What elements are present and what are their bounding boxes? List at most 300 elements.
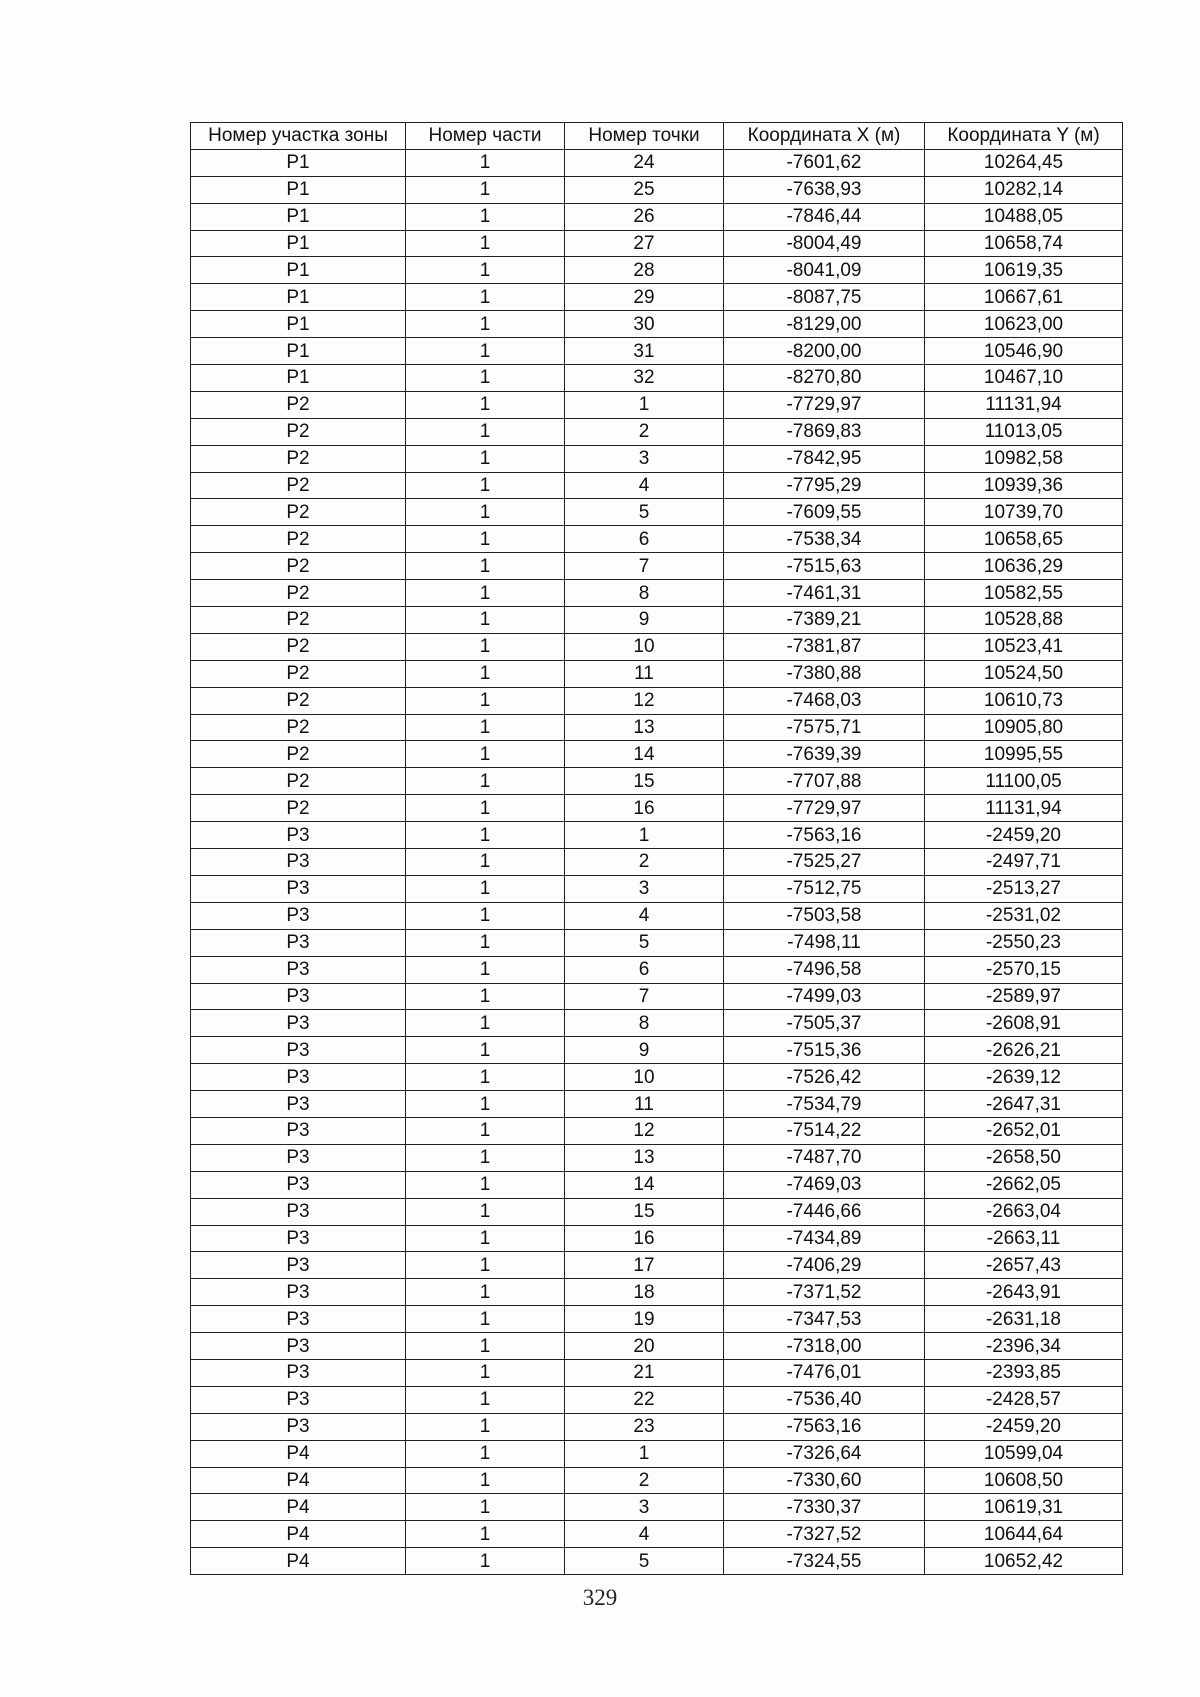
cell-zone-section: P1 <box>191 284 406 311</box>
cell-part-number: 1 <box>406 1252 565 1279</box>
table-row <box>191 284 1123 311</box>
cell-coordinate-y: -2459,20 <box>925 822 1123 849</box>
cell-point-number: 11 <box>565 1091 724 1118</box>
table-row <box>191 1521 1123 1548</box>
cell-zone-section: P4 <box>191 1494 406 1521</box>
cell-coordinate-x: -7707,88 <box>724 768 925 795</box>
cell-part-number: 1 <box>406 365 565 392</box>
cell-coordinate-y: 10644,64 <box>925 1521 1123 1548</box>
cell-part-number: 1 <box>406 741 565 768</box>
cell-coordinate-x: -7526,42 <box>724 1064 925 1091</box>
cell-part-number: 1 <box>406 580 565 607</box>
cell-coordinate-x: -7461,31 <box>724 580 925 607</box>
table-row <box>191 687 1123 714</box>
cell-coordinate-x: -7842,95 <box>724 445 925 472</box>
cell-part-number: 1 <box>406 1333 565 1360</box>
cell-coordinate-x: -7434,89 <box>724 1225 925 1252</box>
cell-zone-section: P3 <box>191 1037 406 1064</box>
cell-zone-section: P3 <box>191 1198 406 1225</box>
cell-zone-section: P3 <box>191 983 406 1010</box>
header-coordinate-x: Координата X (м) <box>724 123 925 150</box>
cell-point-number: 19 <box>565 1306 724 1333</box>
table-row <box>191 338 1123 365</box>
cell-coordinate-y: 11131,94 <box>925 391 1123 418</box>
cell-coordinate-x: -7795,29 <box>724 472 925 499</box>
cell-zone-section: P2 <box>191 445 406 472</box>
cell-zone-section: P4 <box>191 1467 406 1494</box>
cell-part-number: 1 <box>406 929 565 956</box>
cell-zone-section: P4 <box>191 1521 406 1548</box>
cell-point-number: 3 <box>565 1494 724 1521</box>
cell-zone-section: P3 <box>191 875 406 902</box>
cell-coordinate-y: 10995,55 <box>925 741 1123 768</box>
cell-part-number: 1 <box>406 1091 565 1118</box>
cell-coordinate-y: -2459,20 <box>925 1413 1123 1440</box>
cell-coordinate-y: 10619,31 <box>925 1494 1123 1521</box>
cell-coordinate-y: -2631,18 <box>925 1306 1123 1333</box>
cell-part-number: 1 <box>406 472 565 499</box>
cell-part-number: 1 <box>406 1306 565 1333</box>
cell-zone-section: P3 <box>191 1413 406 1440</box>
cell-coordinate-x: -7318,00 <box>724 1333 925 1360</box>
cell-zone-section: P2 <box>191 741 406 768</box>
cell-part-number: 1 <box>406 983 565 1010</box>
cell-part-number: 1 <box>406 1171 565 1198</box>
cell-coordinate-x: -7498,11 <box>724 929 925 956</box>
cell-point-number: 9 <box>565 607 724 634</box>
cell-part-number: 1 <box>406 230 565 257</box>
table-header-row <box>191 123 1123 150</box>
cell-zone-section: P1 <box>191 338 406 365</box>
cell-part-number: 1 <box>406 553 565 580</box>
table-row <box>191 1467 1123 1494</box>
cell-coordinate-x: -7496,58 <box>724 956 925 983</box>
cell-coordinate-x: -8041,09 <box>724 257 925 284</box>
cell-part-number: 1 <box>406 1521 565 1548</box>
cell-part-number: 1 <box>406 849 565 876</box>
cell-coordinate-x: -7601,62 <box>724 149 925 176</box>
table-row <box>191 741 1123 768</box>
cell-point-number: 15 <box>565 768 724 795</box>
table-row <box>191 714 1123 741</box>
cell-coordinate-x: -7503,58 <box>724 902 925 929</box>
cell-zone-section: P1 <box>191 203 406 230</box>
cell-coordinate-y: -2589,97 <box>925 983 1123 1010</box>
cell-coordinate-y: -2531,02 <box>925 902 1123 929</box>
table-row <box>191 418 1123 445</box>
table-row <box>191 1386 1123 1413</box>
cell-part-number: 1 <box>406 1117 565 1144</box>
cell-coordinate-x: -7499,03 <box>724 983 925 1010</box>
cell-coordinate-y: 10488,05 <box>925 203 1123 230</box>
cell-coordinate-y: 10652,42 <box>925 1548 1123 1575</box>
cell-point-number: 20 <box>565 1333 724 1360</box>
table-row <box>191 956 1123 983</box>
table-row <box>191 1252 1123 1279</box>
cell-coordinate-y: -2513,27 <box>925 875 1123 902</box>
table-row <box>191 633 1123 660</box>
cell-coordinate-x: -7468,03 <box>724 687 925 714</box>
cell-coordinate-x: -8270,80 <box>724 365 925 392</box>
cell-coordinate-y: 10467,10 <box>925 365 1123 392</box>
cell-coordinate-x: -8200,00 <box>724 338 925 365</box>
cell-point-number: 14 <box>565 741 724 768</box>
table-row <box>191 1037 1123 1064</box>
cell-part-number: 1 <box>406 1359 565 1386</box>
cell-zone-section: P3 <box>191 1306 406 1333</box>
cell-coordinate-x: -7380,88 <box>724 660 925 687</box>
cell-part-number: 1 <box>406 1548 565 1575</box>
cell-coordinate-x: -7406,29 <box>724 1252 925 1279</box>
cell-coordinate-x: -7536,40 <box>724 1386 925 1413</box>
table-row <box>191 1010 1123 1037</box>
cell-part-number: 1 <box>406 795 565 822</box>
cell-zone-section: P3 <box>191 956 406 983</box>
cell-zone-section: P2 <box>191 660 406 687</box>
cell-coordinate-y: -2662,05 <box>925 1171 1123 1198</box>
table-row <box>191 176 1123 203</box>
cell-coordinate-x: -7638,93 <box>724 176 925 203</box>
cell-point-number: 10 <box>565 1064 724 1091</box>
cell-coordinate-y: 11013,05 <box>925 418 1123 445</box>
cell-part-number: 1 <box>406 687 565 714</box>
table-row <box>191 203 1123 230</box>
table-row <box>191 391 1123 418</box>
cell-zone-section: P3 <box>191 849 406 876</box>
cell-part-number: 1 <box>406 822 565 849</box>
cell-zone-section: P3 <box>191 1171 406 1198</box>
cell-coordinate-y: -2393,85 <box>925 1359 1123 1386</box>
cell-point-number: 3 <box>565 445 724 472</box>
cell-point-number: 32 <box>565 365 724 392</box>
cell-coordinate-y: -2652,01 <box>925 1117 1123 1144</box>
table-row <box>191 1064 1123 1091</box>
cell-part-number: 1 <box>406 768 565 795</box>
cell-part-number: 1 <box>406 257 565 284</box>
table-row <box>191 472 1123 499</box>
cell-point-number: 26 <box>565 203 724 230</box>
cell-zone-section: P3 <box>191 929 406 956</box>
cell-point-number: 13 <box>565 1144 724 1171</box>
cell-zone-section: P1 <box>191 365 406 392</box>
cell-coordinate-x: -7639,39 <box>724 741 925 768</box>
cell-point-number: 17 <box>565 1252 724 1279</box>
cell-point-number: 15 <box>565 1198 724 1225</box>
cell-point-number: 5 <box>565 1548 724 1575</box>
cell-coordinate-x: -7327,52 <box>724 1521 925 1548</box>
cell-coordinate-y: -2396,34 <box>925 1333 1123 1360</box>
cell-part-number: 1 <box>406 391 565 418</box>
table-row <box>191 526 1123 553</box>
cell-point-number: 12 <box>565 1117 724 1144</box>
cell-coordinate-x: -7330,60 <box>724 1467 925 1494</box>
header-zone-section: Номер участка зоны <box>191 123 406 150</box>
cell-part-number: 1 <box>406 284 565 311</box>
cell-coordinate-y: -2428,57 <box>925 1386 1123 1413</box>
cell-zone-section: P3 <box>191 1091 406 1118</box>
header-part-number: Номер части <box>406 123 565 150</box>
cell-coordinate-x: -7514,22 <box>724 1117 925 1144</box>
cell-zone-section: P3 <box>191 1279 406 1306</box>
cell-point-number: 28 <box>565 257 724 284</box>
cell-zone-section: P1 <box>191 311 406 338</box>
cell-point-number: 2 <box>565 418 724 445</box>
cell-part-number: 1 <box>406 1386 565 1413</box>
cell-coordinate-x: -7729,97 <box>724 391 925 418</box>
cell-coordinate-y: 11131,94 <box>925 795 1123 822</box>
cell-coordinate-y: -2658,50 <box>925 1144 1123 1171</box>
cell-coordinate-x: -7371,52 <box>724 1279 925 1306</box>
cell-coordinate-x: -7324,55 <box>724 1548 925 1575</box>
table-row <box>191 1117 1123 1144</box>
page-number: 329 <box>582 1585 618 1610</box>
header-coordinate-y: Координата Y (м) <box>925 123 1123 150</box>
cell-zone-section: P3 <box>191 1225 406 1252</box>
cell-coordinate-x: -7476,01 <box>724 1359 925 1386</box>
cell-coordinate-x: -7525,27 <box>724 849 925 876</box>
cell-point-number: 4 <box>565 902 724 929</box>
cell-point-number: 2 <box>565 1467 724 1494</box>
cell-coordinate-y: 10282,14 <box>925 176 1123 203</box>
table-row <box>191 1225 1123 1252</box>
table-row <box>191 1198 1123 1225</box>
cell-point-number: 9 <box>565 1037 724 1064</box>
cell-zone-section: P3 <box>191 902 406 929</box>
cell-point-number: 8 <box>565 1010 724 1037</box>
cell-coordinate-x: -7869,83 <box>724 418 925 445</box>
cell-coordinate-y: 10905,80 <box>925 714 1123 741</box>
cell-zone-section: P2 <box>191 687 406 714</box>
cell-point-number: 13 <box>565 714 724 741</box>
cell-part-number: 1 <box>406 956 565 983</box>
cell-part-number: 1 <box>406 499 565 526</box>
cell-coordinate-x: -7563,16 <box>724 1413 925 1440</box>
cell-coordinate-y: -2657,43 <box>925 1252 1123 1279</box>
cell-coordinate-x: -8004,49 <box>724 230 925 257</box>
header-point-number: Номер точки <box>565 123 724 150</box>
cell-coordinate-y: 10582,55 <box>925 580 1123 607</box>
cell-coordinate-y: -2639,12 <box>925 1064 1123 1091</box>
cell-part-number: 1 <box>406 875 565 902</box>
table-row <box>191 365 1123 392</box>
cell-part-number: 1 <box>406 902 565 929</box>
cell-point-number: 6 <box>565 956 724 983</box>
cell-zone-section: P1 <box>191 176 406 203</box>
cell-coordinate-y: -2663,04 <box>925 1198 1123 1225</box>
cell-zone-section: P3 <box>191 822 406 849</box>
cell-coordinate-y: 10610,73 <box>925 687 1123 714</box>
cell-point-number: 21 <box>565 1359 724 1386</box>
cell-part-number: 1 <box>406 418 565 445</box>
cell-point-number: 1 <box>565 1440 724 1467</box>
cell-coordinate-y: -2608,91 <box>925 1010 1123 1037</box>
cell-coordinate-y: -2643,91 <box>925 1279 1123 1306</box>
cell-point-number: 27 <box>565 230 724 257</box>
cell-coordinate-y: -2663,11 <box>925 1225 1123 1252</box>
cell-coordinate-y: 10623,00 <box>925 311 1123 338</box>
cell-part-number: 1 <box>406 1198 565 1225</box>
cell-part-number: 1 <box>406 1037 565 1064</box>
cell-part-number: 1 <box>406 338 565 365</box>
cell-part-number: 1 <box>406 607 565 634</box>
table-row <box>191 1279 1123 1306</box>
cell-point-number: 16 <box>565 1225 724 1252</box>
cell-zone-section: P2 <box>191 607 406 634</box>
cell-coordinate-x: -7534,79 <box>724 1091 925 1118</box>
cell-coordinate-y: 10599,04 <box>925 1440 1123 1467</box>
cell-part-number: 1 <box>406 633 565 660</box>
cell-coordinate-x: -7326,64 <box>724 1440 925 1467</box>
cell-part-number: 1 <box>406 1279 565 1306</box>
table-row <box>191 149 1123 176</box>
cell-point-number: 6 <box>565 526 724 553</box>
cell-point-number: 25 <box>565 176 724 203</box>
cell-coordinate-y: 10608,50 <box>925 1467 1123 1494</box>
cell-part-number: 1 <box>406 1010 565 1037</box>
table-row <box>191 580 1123 607</box>
cell-part-number: 1 <box>406 1440 565 1467</box>
cell-point-number: 4 <box>565 472 724 499</box>
cell-part-number: 1 <box>406 714 565 741</box>
cell-coordinate-y: -2497,71 <box>925 849 1123 876</box>
cell-zone-section: P3 <box>191 1359 406 1386</box>
cell-point-number: 3 <box>565 875 724 902</box>
cell-zone-section: P2 <box>191 526 406 553</box>
cell-zone-section: P3 <box>191 1064 406 1091</box>
cell-coordinate-x: -7487,70 <box>724 1144 925 1171</box>
cell-part-number: 1 <box>406 445 565 472</box>
cell-coordinate-y: 10739,70 <box>925 499 1123 526</box>
cell-coordinate-y: 10658,74 <box>925 230 1123 257</box>
cell-zone-section: P3 <box>191 1144 406 1171</box>
cell-part-number: 1 <box>406 1225 565 1252</box>
table-row <box>191 1171 1123 1198</box>
cell-coordinate-x: -7515,63 <box>724 553 925 580</box>
cell-coordinate-y: 10939,36 <box>925 472 1123 499</box>
cell-zone-section: P2 <box>191 553 406 580</box>
cell-coordinate-y: 10523,41 <box>925 633 1123 660</box>
cell-zone-section: P3 <box>191 1333 406 1360</box>
cell-point-number: 31 <box>565 338 724 365</box>
cell-point-number: 14 <box>565 1171 724 1198</box>
cell-part-number: 1 <box>406 1494 565 1521</box>
cell-part-number: 1 <box>406 1064 565 1091</box>
table-row <box>191 257 1123 284</box>
cell-coordinate-x: -7512,75 <box>724 875 925 902</box>
cell-part-number: 1 <box>406 149 565 176</box>
cell-coordinate-y: 10546,90 <box>925 338 1123 365</box>
cell-point-number: 5 <box>565 929 724 956</box>
cell-zone-section: P3 <box>191 1010 406 1037</box>
cell-coordinate-x: -8087,75 <box>724 284 925 311</box>
table-row <box>191 607 1123 634</box>
cell-coordinate-y: 10667,61 <box>925 284 1123 311</box>
table-row <box>191 553 1123 580</box>
cell-point-number: 23 <box>565 1413 724 1440</box>
cell-part-number: 1 <box>406 526 565 553</box>
cell-zone-section: P3 <box>191 1117 406 1144</box>
cell-coordinate-y: 10658,65 <box>925 526 1123 553</box>
cell-coordinate-x: -7469,03 <box>724 1171 925 1198</box>
cell-coordinate-x: -7347,53 <box>724 1306 925 1333</box>
cell-zone-section: P2 <box>191 472 406 499</box>
table-row <box>191 445 1123 472</box>
cell-coordinate-y: 10524,50 <box>925 660 1123 687</box>
cell-point-number: 10 <box>565 633 724 660</box>
table-row <box>191 1494 1123 1521</box>
table-row <box>191 849 1123 876</box>
cell-coordinate-y: -2570,15 <box>925 956 1123 983</box>
cell-coordinate-y: 10528,88 <box>925 607 1123 634</box>
table-row <box>191 768 1123 795</box>
cell-coordinate-y: 10619,35 <box>925 257 1123 284</box>
table-row <box>191 983 1123 1010</box>
cell-point-number: 18 <box>565 1279 724 1306</box>
cell-point-number: 1 <box>565 391 724 418</box>
table-row <box>191 929 1123 956</box>
cell-zone-section: P4 <box>191 1548 406 1575</box>
cell-point-number: 8 <box>565 580 724 607</box>
cell-part-number: 1 <box>406 203 565 230</box>
cell-point-number: 30 <box>565 311 724 338</box>
cell-part-number: 1 <box>406 1144 565 1171</box>
cell-coordinate-x: -8129,00 <box>724 311 925 338</box>
cell-point-number: 4 <box>565 1521 724 1548</box>
table-row <box>191 311 1123 338</box>
table-row <box>191 795 1123 822</box>
table-row <box>191 1333 1123 1360</box>
cell-coordinate-y: 11100,05 <box>925 768 1123 795</box>
table-row <box>191 1144 1123 1171</box>
cell-zone-section: P1 <box>191 149 406 176</box>
coordinates-table <box>190 122 1123 1575</box>
cell-point-number: 29 <box>565 284 724 311</box>
cell-zone-section: P3 <box>191 1386 406 1413</box>
table-row <box>191 1091 1123 1118</box>
table-row <box>191 660 1123 687</box>
cell-zone-section: P1 <box>191 257 406 284</box>
cell-zone-section: P2 <box>191 391 406 418</box>
table-row <box>191 1440 1123 1467</box>
cell-coordinate-x: -7846,44 <box>724 203 925 230</box>
table-row <box>191 1359 1123 1386</box>
cell-coordinate-x: -7446,66 <box>724 1198 925 1225</box>
cell-coordinate-x: -7563,16 <box>724 822 925 849</box>
cell-point-number: 2 <box>565 849 724 876</box>
cell-coordinate-x: -7381,87 <box>724 633 925 660</box>
cell-coordinate-x: -7515,36 <box>724 1037 925 1064</box>
cell-zone-section: P1 <box>191 230 406 257</box>
cell-zone-section: P2 <box>191 418 406 445</box>
table-row <box>191 822 1123 849</box>
table-row <box>191 1306 1123 1333</box>
cell-coordinate-x: -7505,37 <box>724 1010 925 1037</box>
cell-coordinate-y: -2647,31 <box>925 1091 1123 1118</box>
cell-part-number: 1 <box>406 1413 565 1440</box>
cell-point-number: 11 <box>565 660 724 687</box>
cell-coordinate-x: -7389,21 <box>724 607 925 634</box>
cell-coordinate-x: -7330,37 <box>724 1494 925 1521</box>
table-row <box>191 499 1123 526</box>
cell-point-number: 16 <box>565 795 724 822</box>
cell-part-number: 1 <box>406 1467 565 1494</box>
cell-coordinate-x: -7538,34 <box>724 526 925 553</box>
cell-zone-section: P2 <box>191 633 406 660</box>
cell-part-number: 1 <box>406 660 565 687</box>
cell-part-number: 1 <box>406 311 565 338</box>
table-row <box>191 875 1123 902</box>
cell-coordinate-x: -7575,71 <box>724 714 925 741</box>
